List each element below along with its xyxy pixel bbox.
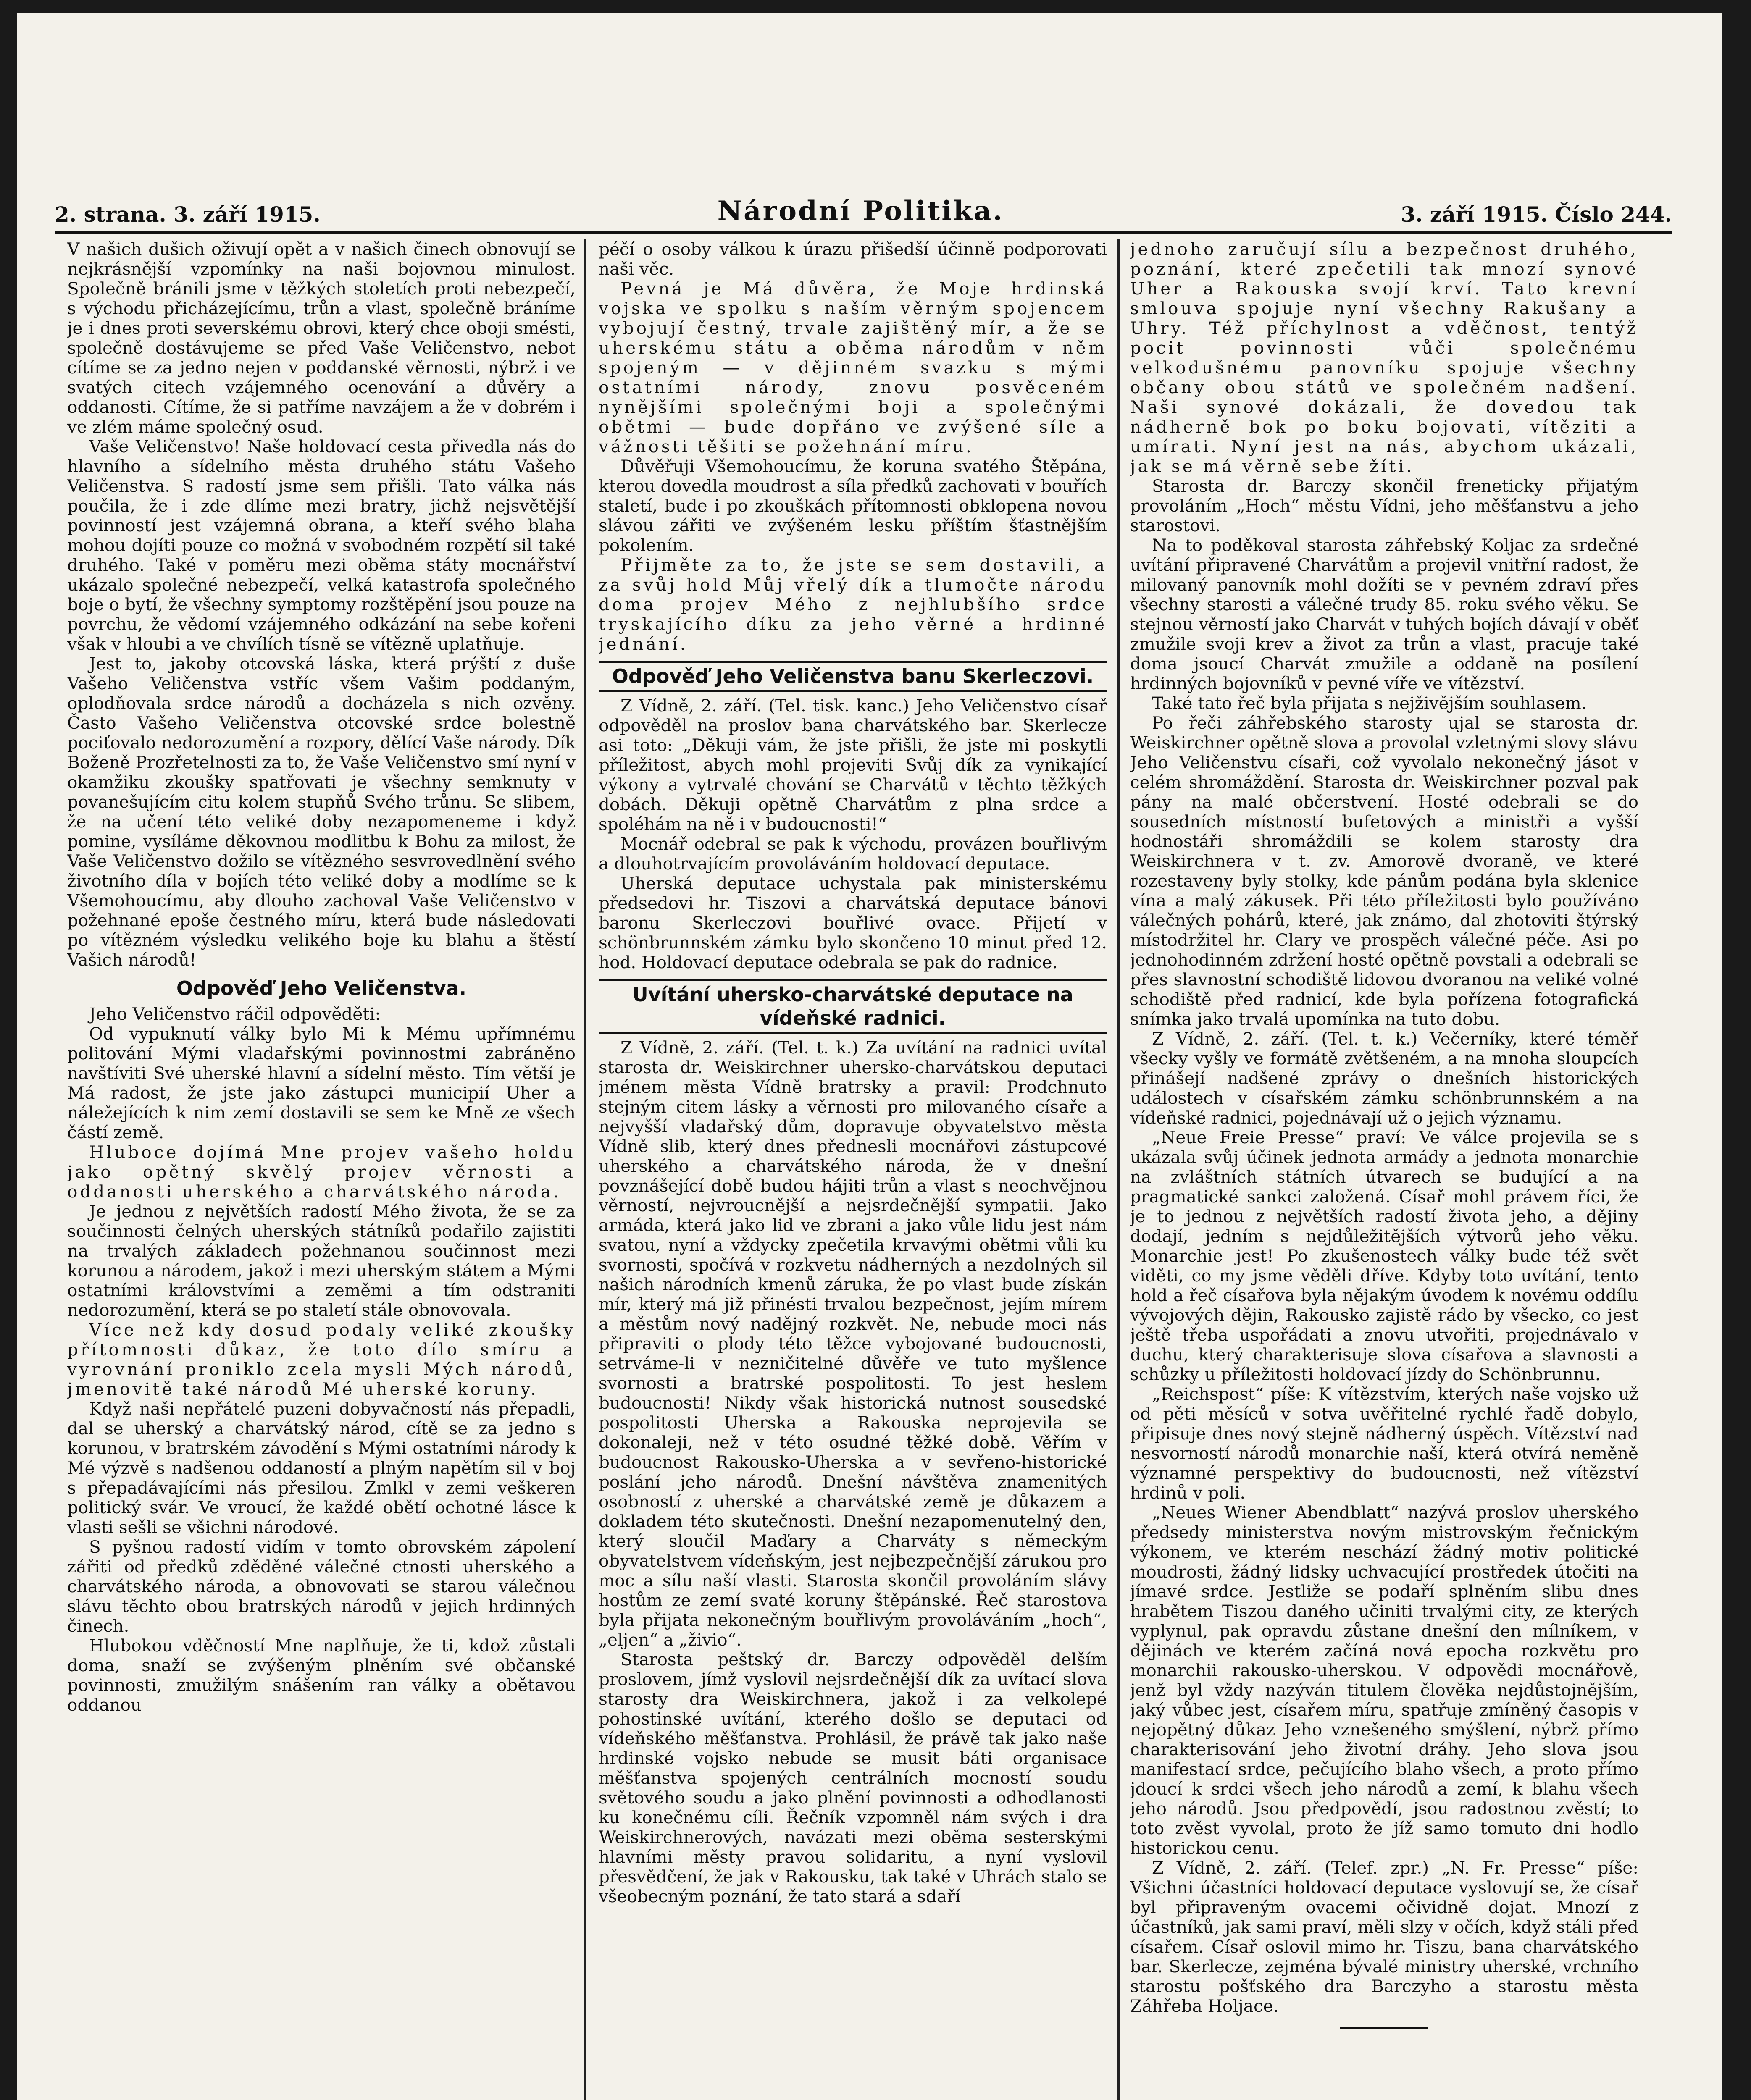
- header-left-date: 2. strana. 3. září 1915.: [55, 202, 321, 227]
- paragraph: Na to poděkoval starosta záhřebský Koljac za srdečné uvítání připravené Charvátům a projevil vnitřní radost, že milovaný panovník mohl dožíti se v pevném zdraví přes všechny starosti a válečné trudy 85. roku svého věku. Se stejnou věrností jako Charvát v tuhých bojích dávají v oběť zmužile svoji krev a život za trůn a vlast, pracuje také doma jsoucí Charvát zmužile a oddaně na posílení hrdinných bojovníků v pevné víře ve vítězství.: [1130, 535, 1638, 693]
- paragraph: Přijměte za to, že jste se sem dostavili, a za svůj hold Můj vřelý dík a tlumočte národu doma projev Mého z nejhlubšího srdce tryskajícího díku za jeho věrné a hrdinné jednání.: [599, 555, 1107, 654]
- header-rule: [55, 231, 1672, 234]
- paragraph: péčí o osoby válkou k úrazu přišedší účinně podporovati naši věc.: [599, 239, 1107, 279]
- paragraph: Starosta peštský dr. Barczy odpověděl delším proslovem, jímž vyslovil nejsrdečnější dík za uvítací slova starosty dra Weiskirchnera, jakož i za velkolepé pohostinské uvítání, kterého došlo se deputaci od vídeňského měšťanstva. Prohlásil, že právě tak jako naše hrdinské vojsko nebude se musit báti organisace měšťanstva spojených centrálních mocností soudu světového soudu a jako plnění povinnosti a odhodlanosti ku konečnému cíli. Řečník vzpomněl nám svých i dra Weiskirchnerových, navázati mezi oběma sesterskými hlavními městy pravou solidaritu, a nyní vyslovil přesvědčení, že jak v Rakousku, tak také v Uhrách stalo se všeobecným poznání, že tato stará a sdaří: [599, 1649, 1107, 1906]
- section-heading: Odpověď Jeho Veličenstva banu Skerleczovi.: [599, 661, 1107, 692]
- paragraph: Z Vídně, 2. září. (Tel. tisk. kanc.) Jeho Veličenstvo císař odpověděl na proslov bana charvátského bar. Skerlecze asi toto: „Děkuji vám, že jste přišli, že jste mi poskytli příležitost, abych mohl projeviti Svůj dík za vynikající výkony a vytrvalé chování se Charvátů v těchto těžkých dobách. Děkuji opětně Charvátům z plna srdce a spoléhám na ně i v budoucnosti!“: [599, 696, 1107, 834]
- paragraph: Je jednou z největších radostí Mého života, že se za součinnosti čelných uherských státníků podařilo zajistiti na trvalých základech požehnanou součinnost mezi korunou a národem, jakož i mezi uherským státem a Mými ostatními královstvími a zeměmi a tím odstraniti nedorozumění, která se po staletí stále obnovovala.: [67, 1201, 576, 1320]
- paragraph: Starosta dr. Barczy skončil freneticky přijatým provoláním „Hoch“ městu Vídni, jeho měšťanstvu a jeho starostovi.: [1130, 476, 1638, 536]
- paragraph: Jeho Veličenstvo ráčil odpověděti:: [89, 1004, 381, 1024]
- paragraph: „Neue Freie Presse“ praví: Ve válce projevila se s ukázala svůj účinek jednota armády a jednota monarchie na zvláštních státních útvarech se budující a na pragmatické sankci založená. Císař mohl právem říci, že je to jednou z největších radostí života jeho, a dějiny dodají, jedním s nejdůležitějších výtvorů jeho věku. Monarchie jest! Po zkušenostech války bude též svět viděti, co my jsme věděli dříve. Kdyby toto uvítání, tento hold a řeč císařova byla nějakým úvodem k novému oddílu vývojových dějin, Rakousko zajistě rádo by všecko, co jest ještě třeba uspořádati a znovu utvořiti, projednávalo v duchu, který charakterisuje slova císařova a slavnosti a schůzky u příležitosti holdovací jízdy do Schönbrunnu.: [1130, 1127, 1638, 1384]
- paragraph: S pyšnou radostí vidím v tomto obrovském zápolení zářiti od předků zděděné válečné ctnosti uherského a charvátského národa, a obnovovati se starou válečnou slávu těchto obou bratrských národů v jejich hrdinných činech.: [67, 1537, 576, 1636]
- paragraph: Od vypuknutí války bylo Mi k Mému upřímnému politování Mými vladařskými povinnostmi zabráněno navštíviti Své uherské hlavní a sídelní město. Tím větší je Má radost, že jste jako zástupci municipií Uher a náležejících k nim zemí dostavili se sem ke Mně ze všech částí země.: [67, 1024, 576, 1142]
- masthead-title: Národní Politika.: [717, 195, 1004, 227]
- section-heading: Uvítání uhersko-charvátské deputace na vídeňské radnici.: [599, 979, 1107, 1034]
- paragraph: Z Vídně, 2. září. (Tel. t. k.) Za uvítání na radnici uvítal starosta dr. Weiskirchner uhersko-charvátskou deputaci jménem města Vídně bratrsky a pravil: Prodchnuto stejným citem lásky a věrnosti pro milovaného císaře a nejvyšší vladařský dům, dopravuje obyvatelstvo města Vídně slib, který dnes přednesli mocnářovi zástupcové uherského a charvátského národa, že v dnešní povznášející době budou hájiti trůn a vlast s neochvějnou věrností, nejvroucnější a nejsrdečnější sympatii. Jako armáda, která jako lid ve zbrani a jako vůle lidu jest nám svatou, nyní a vždycky zpečetila krvavými obětmi vůli ku svornosti, spočívá v rozkvetu nádherných a nezdolných sil našich národních kmenů záruka, že po vlast bude získán mír, který má již přinésti trvalou bezpečnost, jejím mírem a městům nový nadějný rozkvět. Ne, nebude moci nás připraviti o plody této těžce vybojované budoucnosti, setrváme-li v nezničitelné důvěře ve tuto myšlence svornosti a bratrské pospolitosti. To jest heslem budoucnosti! Nikdy však historická nutnost sousedské pospolitosti Uherska a Rakouska neprojevila se dokonaleji, než v této osudné těžké době. Věřím v budoucnost Rakousko-Uherska a v sevřeno-historické poslání jeho národů. Dnešní návštěva znamenitých osobností z uherské a charvátské země je důkazem a dokladem této skutečnosti. Dnešní nezapomenutelný den, který sloučil Maďary a Charváty s německým obyvatelstvem vídeňským, jest nejbezpečnější zárukou pro moc a sílu naší vlasti. Starosta skončil provoláním slávy hostům ze zemí svaté koruny štěpánské. Řeč starostova byla přijata nekonečným bouřlivým provoláváním „hoch“, „eljen“ a „živio“.: [599, 1037, 1107, 1650]
- paragraph: Hluboce dojímá Mne projev vašeho holdu jako opětný skvělý projev věrnosti a oddanosti uherského a charvátského národa.: [67, 1142, 576, 1202]
- paragraph: Z Vídně, 2. září. (Telef. zpr.) „N. Fr. Presse“ píše: Všichni účastníci holdovací deputace vyslovují se, že císař byl připraveným ovacemi očividně dojat. Mnozí z účastníků, jak sami praví, měli slzy v očích, když stáli před císařem. Císař oslovil mimo hr. Tiszu, bana charvátského bar. Skerlecze, zejména bývalé ministry uherské, vrchního starostu pošťského dra Barczyho a starostu města Záhřeba Holjace.: [1130, 1858, 1638, 2016]
- paragraph: Jest to, jakoby otcovská láska, která prýští z duše Vašeho Veličenstva vstříc všem Vašim poddaným, oplodňovala srdce národů a docházela s nich ozvěny. Často Vašeho Veličenstva otcovské srdce bolestně pociťovalo nedorozumění a rozpory, dělící Vaše národy. Dík Boženě Prozřetelnosti za to, že Vaše Veličenstvo smí nyní v okamžiku zkoušky spatřovati je všechny semknuty v povanešujícím citu kolem stupňů Svého trůnu. Se slibem, že na učení této veliké doby nezapomeneme i když pomine, vysíláme děkovnou modlitbu k Bohu za milost, že Vaše Veličenstvo dožilo se vítězného sesvrovedlnění svého životního díla v bojích této veliké doby a modlíme se k Všemohoucímu, aby dlouho zachoval Vaše Veličenstvo v požehnané epoše čestného míru, která bude následovati po vítězném výsledku velikého boje ku blahu a štěstí Vašich národů!: [67, 654, 576, 970]
- header-right-issue: 3. září 1915. Číslo 244.: [1401, 202, 1672, 227]
- column-1: [67, 239, 576, 2100]
- paragraph: Z Vídně, 2. září. (Tel. t. k.) Večerníky, které téměř všecky vyšly ve formátě zvětšeném, a na mnoha sloupcích přinášejí nadšené zprávy o dnešních historických událostech v císařském zámku schönbrunnském a na vídeňské radnici, pojednávají už o jejich významu.: [1130, 1029, 1638, 1128]
- column-3: [1130, 239, 1638, 2100]
- paragraph: Důvěřuji Všemohoucímu, že koruna svatého Štěpána, kterou dovedla moudrost a síla předků zachovati v bouřích staletí, bude i po zkouškách přítomnosti obklopena novou slávou zářiti ve zvýšeném lesku příštím šťastnějším pokolením.: [599, 456, 1107, 555]
- paragraph: Pevná je Má důvěra, že Moje hrdinská vojska ve spolku s naším věrným spojencem vybojují čestný, trvale zajištěný mír, a že se uherskému státu a oběma národům v něm spojeným — v dějinném svazku s mými ostatními národy, znovu posvěceném nynějšími společnými boji a společnými obětmi — bude dopřáno ve zvýšené síle a vážnosti těšiti se požehnání míru.: [599, 278, 1107, 457]
- section-heading: Odpověď Jeho Veličenstva.: [176, 977, 467, 1000]
- paragraph: „Neues Wiener Abendblatt“ nazývá proslov uherského předsedy ministerstva novým mistrovským řečnickým výkonem, ve kterém neschází žádný motiv politické moudrosti, žádný lidsky uchvacující prostředek útočiti na jímavé srdce. Jestliže se podaří splněním slibu dnes hrabětem Tiszou daného učiniti trvalými city, ze kterých vyplynul, pak opravdu zůstane dnešní den mílníkem, v dějinách ve kterém začíná nová epocha rozkvětu pro monarchii rakousko-uherskou. V odpovědi mocnářově, jenž byl vždy nazýván titulem člověka nejdůstojnějším, jaký vůbec jest, císařem míru, spatřuje zmíněný časopis v nejopětný důkaz Jeho vznešeného smýšlení, nýbrž přímo charakterisování jeho životní dráhy. Jeho slova jsou manifestací srdce, pečujícího blaho všech, a proto přímo jdoucí k srdci všech jeho národů a zemí, k blahu všech jeho národů. Jsou předpovědí, jsou radostnou zvěstí; to toto zvěst vyvolal, proto že jíž samo tomuto dni hodlo historickou cenu.: [1130, 1502, 1638, 1858]
- paragraph: Po řeči záhřebského starosty ujal se starosta dr. Weiskirchner opětně slova a provolal vzletnými slovy slávu Jeho Veličenstvu císaři, což vyvolalo nekonečný jásot v celém shromáždění. Starosta dr. Weiskirchner pozval pak pány na malé občerstvení. Hosté odebrali se do sousedních místností bufetových a ministři a vyšší hodnostáři shromáždili se kolem starosty dra Weiskirchnera v t. zv. Amorově dvoraně, ve které rozestaveny byly stolky, kde pánům podána byla sklenice vína a malý zákusek. Při této příležitosti bylo používáno válečných pohárů, které, jak známo, dal zhotoviti štýrský místodržitel hr. Clary ve prospěch válečné péče. Asi po jednohodinném zdržení hosté opětně povstali a odebrali se přes slavnostní schodiště lidovou dvoranou na veliké volné schodiště před radnicí, kde byla pořízena fotografická snímka jako trvalá upomínka na tuto dobu.: [1130, 713, 1638, 1029]
- page-header: [55, 197, 1672, 227]
- paragraph: V našich dušich oživují opět a v našich činech obnovují se nejkrásnější vzpomínky na naši bojovnou minulost. Společně bránili jsme v těžkých stoletích proti nebezpečí, s východu přicházejícímu, trůn a vlast, společně bráníme je i dnes proti severskému obrovi, který chce oboji smésti, společně dostávujeme se před Vaše Veličenstvo, nebot cítíme se za jedno nejen v poddanské věrnosti, nýbrž i ve svatých citech vzájemného ocenování a důvěry a oddanosti. Cítíme, že si patříme navzájem a že v dobrém i ve zlém máme společný osud.: [67, 239, 576, 437]
- column-divider: [1117, 239, 1120, 2100]
- end-rule: [1340, 2027, 1428, 2029]
- column-divider: [584, 239, 586, 2100]
- newspaper-page: [17, 13, 1722, 2100]
- paragraph: Hlubokou vděčností Mne naplňuje, že ti, kdož zůstali doma, snaží se zvýšeným plněním své občanské povinnosti, zmužilým snášením ran války a obětavou oddanou: [67, 1635, 576, 1715]
- paragraph: „Reichspost“ píše: K vítězstvím, kterých naše vojsko už od pěti měsíců v sotva uvěřitelné rychlé řadě dobylo, připisuje dnes nový stejně nádherný úspěch. Vítězství nad nesvorností národů monarchie naší, která otvírá neměně významné perspektivy do budoucnosti, než vítězství hrdinů v poli.: [1130, 1384, 1638, 1503]
- paragraph: Uherská deputace uchystala pak ministerskému předsedovi hr. Tiszovi a charvátská deputace bánovi baronu Skerleczovi bouřlivé ovace. Přijetí v schönbrunnském zámku bylo skončeno 10 minut před 12. hod. Holdovací deputace odebrala se pak do radnice.: [599, 873, 1107, 972]
- paragraph: Také tato řeč byla přijata s nejživějším souhlasem.: [1152, 693, 1587, 713]
- paragraph: jednoho zaručují sílu a bezpečnost druhého, poznání, které zpečetili tak mnozí synové Uher a Rakouska svojí krví. Tato krevní smlouva spojuje nyní všechny Rakušany a Uhry. Též příchylnost a vděčnost, tentýž pocit povinnosti vůči společnému velkodušnému panovníku spojuje všechny občany obou států ve společném nadšení. Naši synové dokázali, že dovedou tak nádherně bok po boku bojovati, vítěziti a umírati. Nyní jest na nás, abychom ukázali, jak se má věrně sebe žíti.: [1130, 239, 1638, 476]
- column-2: [599, 239, 1107, 2100]
- paragraph: Vaše Veličenstvo! Naše holdovací cesta přivedla nás do hlavního a sídelního města druhého státu Vašeho Veličenstva. S radostí jsme sem přišli. Tato válka nás poučila, že i zde dlíme mezi bratry, jichž nejsvětější povinností jest vzájemná obrana, a kteří svého blaha mohou dojíti pouze co možná v svobodném rozpětí sil také druhého. Také v poměru mezi oběma státy mocnářství ukázalo společné nebezpečí, velká katastrofa společného boje o bytí, že všechny symptomy rozštěpění jsou pouze na povrchu, že vědomí vzájemného odkázání na sebe kořeni však v hloubi a ve chvílích tísně se vítězně uplatňuje.: [67, 436, 576, 654]
- paragraph: Když naši nepřátelé puzeni dobyvačností nás přepadli, dal se uherský a charvátský národ, cítě se za jedno s korunou, v bratrském závodění s Mými ostatními národy k Mé výzvě s nadšenou oddaností a plným napětím sil v boj s přepadávajícími nás přesilou. Zmlkl v zemi veškeren politický svár. Ve vroucí, že každé obětí ochotné lásce k vlasti sešli se všichni národové.: [67, 1399, 576, 1537]
- paragraph: Mocnář odebral se pak k východu, provázen bouřlivým a dlouhotrvajícím provoláváním holdovací deputace.: [599, 834, 1107, 874]
- paragraph: Více než kdy dosud podaly veliké zkoušky přítomnosti důkaz, že toto dílo smíru a vyrovnání proniklo zcela mysli Mých národů, jmenovitě také národů Mé uherské koruny.: [67, 1320, 576, 1399]
